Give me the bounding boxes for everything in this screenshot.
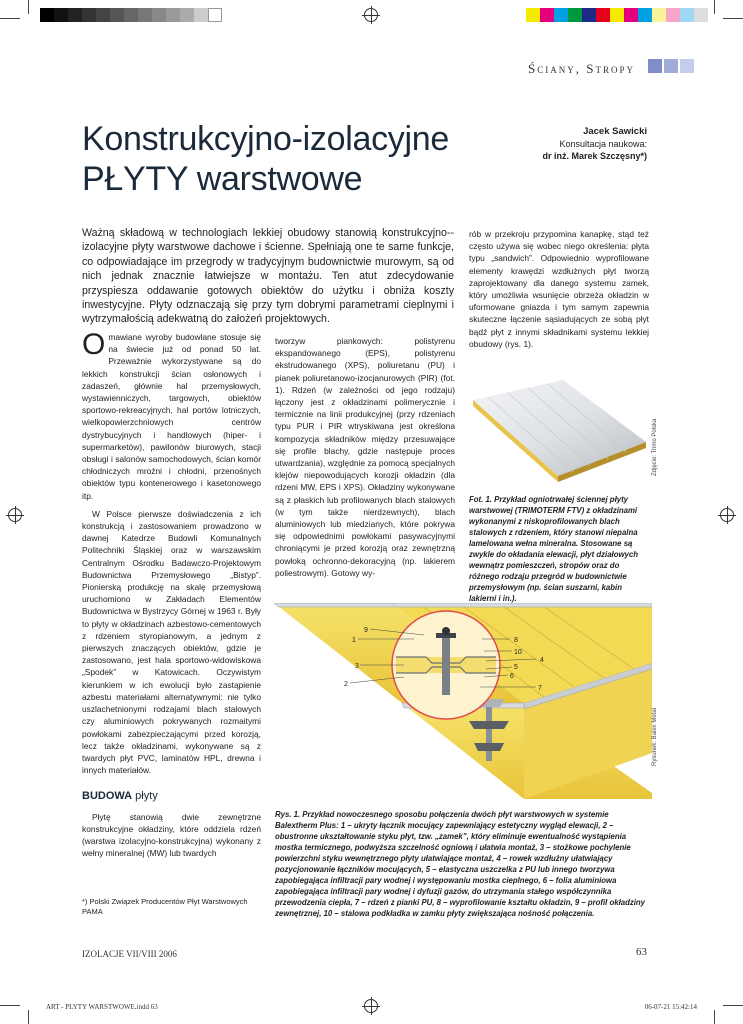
callout-label: 4 xyxy=(540,657,544,664)
photo-credit: Zdjęcie: Trimo Polska xyxy=(652,418,658,476)
paragraph: rób w przekroju przypomina kanapkę, stąd też często używa się wobec niego określenia: płyta typu „sandwich”. Odpowiednio wyprofilowane elementy krawędzi wzdłużnych płyt tworzą zaprojektowany dla danego systemu zamek, który umożliwia wsunięcie obrzeża okładzin w uformowane gniazda i tym samym zapewnia skuteczne łączenie sąsiadujących ze sobą płyt bądź płyt z innymi składnikami systemu lekkiej obudowy (rys. 1). xyxy=(469,229,649,349)
subheading-rest: płyty xyxy=(132,790,158,803)
page-number: 63 xyxy=(636,946,647,958)
subheading-bold: BUDOWA xyxy=(82,790,133,803)
registration-mark-icon xyxy=(720,508,734,522)
slug-timestamp: 06-07-21 15:42:14 xyxy=(644,1003,697,1011)
drawing-caption: Rys. 1. Przykład nowoczesnego sposobu połączenia dwóch płyt warstwowych w systemie Balextherm Plus: 1 – ukryty łącznik mocujący zapewniający estetyczny wygląd elewacji, 2 – obustronne ukształtowanie styku płyt, tzw. „zamek”, który eliminuje ewentualność wystąpienia mostka termicznego, podwyższa szczelność ogniową i ułatwia montaż, 3 – stożkowe pochylenie powierzchni styku wewnętrznego płyty ułatwiające montaż, 4 – rowek wzdłużny ułatwiający pozycjonowanie łączników mocujących, 5 – elastyczna uszczelka z PU lub innego tworzywa zapobiegająca infiltracji pary wodnej i występowaniu mostka cieplnego, 6 – folia aluminiowa zapobiegająca infiltracji pary wodnej i dyfuzji gazów, do utrzymania stałego współczynnika przewodzenia ciepła, 7 – rdzeń z pianki PU, 8 – wyprofilowanie kształtu okładzin, 9 – profil okładziny zewnętrznej, 10 – stalowa podkładka w zamku płyty zwiększająca nośność połączenia. xyxy=(275,810,646,918)
lead-paragraph: Ważną składową w technologiach lekkiej obudowy stanowią konstrukcyjno--izolacyjne płyty warstwowe dachowe i ścienne. Spełniają one te same funkcje, co odpowiadające im przegrody w tradycyjnym budownictwie murowym, są od nich jednak znacznie łatwiejsze w montażu. Ten atut zdecydowanie przyspiesza oddawanie gotowych obiektów do użytku i obniża koszty inwestycyjne. Płyty odznaczają się przy tym dobrymi parametrami cieplnymi i wytrzymałością adekwatną do założeń projektowych. xyxy=(82,227,454,326)
registration-mark-icon xyxy=(8,508,22,522)
callout-label: 6 xyxy=(510,673,514,680)
paragraph: W Polsce pierwsze doświadczenia z ich konstrukcją i zastosowaniem prowadzono w dawnej Katedrze Budowli Komunalnych Politechniki Śląskiej oraz w warszawskim Centralnym Ośrodku Badawczo-Projektowym Budownictwa Przemysłowego „Bistyp”. Pionierską produkcję na skalę przemysłową uruchomiono w Zakładach Elementów Budownictwa w Bystrzycy Górnej w 1963 r. Były to płyty w okładzinach azbestowo-cementowych z rdzeniem styropianowym, a jednym z pierwszych znaczących obiektów, gdzie je zastosowano, jest hala sportowo-widowiskowa „Spodek” w Katowicach. Oczywistym kierunkiem w ich ewolucji było zastąpienie azbestu materiałami alternatywnymi: nie tylko uszlachetnionymi rodzajami blach stalowych czy aluminiowych pokrywanych rozmaitymi powłokami zabezpieczającymi przed korozją, lecz także okładzinami, wykonywane są z twardych płyt PVC, laminatów HPL, drewna i innych materiałów. xyxy=(82,508,261,776)
subheading xyxy=(82,790,261,802)
crop-mark xyxy=(0,1005,20,1006)
callout-label: 3 xyxy=(355,663,359,670)
crop-mark xyxy=(28,0,29,14)
slug-filename: ART - PLYTY WARSTWOWE.indd 63 xyxy=(46,1003,158,1011)
accent-square xyxy=(648,59,662,73)
author-name: Jacek Sawicki xyxy=(583,126,647,137)
crop-mark xyxy=(714,1010,715,1024)
panel-photo xyxy=(468,372,651,484)
drawing-credit: Rysunek: Balex Metal xyxy=(652,707,658,766)
accent-square xyxy=(680,59,694,73)
footnote: *) Polski Związek Producentów Płyt Warstwowych PAMA xyxy=(82,897,248,916)
column-2 xyxy=(275,335,455,579)
page-title xyxy=(82,119,449,199)
callout-label: 1 xyxy=(352,637,356,644)
callout-label: 5 xyxy=(514,664,518,671)
callout-label: 2 xyxy=(344,681,348,688)
crop-mark xyxy=(28,1010,29,1024)
crop-mark xyxy=(0,18,20,19)
crop-mark xyxy=(723,18,743,19)
title-line: Konstrukcyjno-izolacyjne xyxy=(82,120,449,158)
photo-caption: Fot. 1. Przykład ogniotrwałej ściennej płyty warstwowej (TRIMOTERM FTV) z okładzinami wykonanymi z niskoprofilowanych blach stalowych z rdzeniem, który stanowi niepalna lamelowana wełna mineralna. Stosowane są zwykle do okładania elewacji, płyt działowych wewnątrz pomieszczeń, stropów oraz do różnego rodzaju przegród w budownictwie przemysłowym (np. ścian suszarni, kabin lakierni i in.). xyxy=(469,495,638,603)
journal-issue: IZOLACJE VII/VIII 2006 xyxy=(82,949,177,959)
drop-cap: O xyxy=(82,328,106,361)
joint-drawing xyxy=(274,603,652,799)
column-1 xyxy=(82,328,261,859)
callout-label: 10 xyxy=(514,649,522,656)
column-3 xyxy=(469,228,649,350)
paragraph: Płytę stanowią dwie zewnętrzne konstrukcyjne okładziny, które oddziela rdzeń (warstwa izolacyjno-konstrukcyjna) wykonany z wełny mineralnej (MW) lub twardych xyxy=(82,811,261,859)
crop-mark xyxy=(723,1005,743,1006)
registration-mark-icon xyxy=(364,999,378,1013)
crop-mark xyxy=(714,0,715,14)
consult-label: Konsultacja naukowa: xyxy=(559,139,647,149)
consultant-name: dr inż. Marek Szczęsny*) xyxy=(542,151,647,161)
callout-label: 9 xyxy=(364,627,368,634)
callout-label: 8 xyxy=(514,637,518,644)
paragraph: mawiane wyroby budowlane stosuje się na świecie już od ponad 50 lat. Przeważnie wykorzystywane są do lekkich konstrukcji ścian osłonowych i zadaszeń, głównie hal przemysłowych, wystawienniczych, targowych, obiektów sportowo-rekreacyjnych, hal portów lotniczych, wielkopowierzchniowych centrów dystrybucyjnych i handlowych (hiper- i supermarketów), pawilonów biurowych, stacji obsługi i salonów samochodowych, ścian komór chłodniczych mroźni i chłodni, przenośnych obiektów typu kontenerowego i kasetonowego itp. xyxy=(82,332,261,501)
author-block xyxy=(487,126,647,162)
paragraph: tworzyw piankowych: polistyrenu ekspandowanego (EPS), polistyrenu ekstrudowanego (XPS), poliuretanu (PU) i pianek poliuretanowo-izocjanurowych (PIR) (fot. 1). Rdzeń (w zależności od jego rodzaju) łączony jest z okładzinami polimerycznie i termicznie na linii produkcyjnej (przy rdzeniach typu PUR i PIR wtryskiwana jest określona kompozycja składników między przesuwające się profile blachy, gdzie następuje proces utwardzania), względnie za pomocą specjalnych klejów niepowodujących korozji okładzin (dla rdzeni MW, EPS i XPS). Okładziny wykonywane są z płaskich lub profilowanych blach stalowych (w tym także nierdzewnych), blach aluminiowych lub miedzianych, które pokrywa się odpowiednimi powłokami pasywacyjnymi chroniącymi je przed korozją oraz zewnętrzną powłoką ochronno-dekoracyjną (np. lakierem poliestrowym). Gotowy wy- xyxy=(275,336,455,578)
callout-label: 7 xyxy=(538,685,542,692)
section-label: Ściany, Stropy xyxy=(528,61,635,76)
registration-mark-icon xyxy=(364,8,378,22)
title-line: PŁYTY warstwowe xyxy=(82,160,363,198)
accent-square xyxy=(664,59,678,73)
